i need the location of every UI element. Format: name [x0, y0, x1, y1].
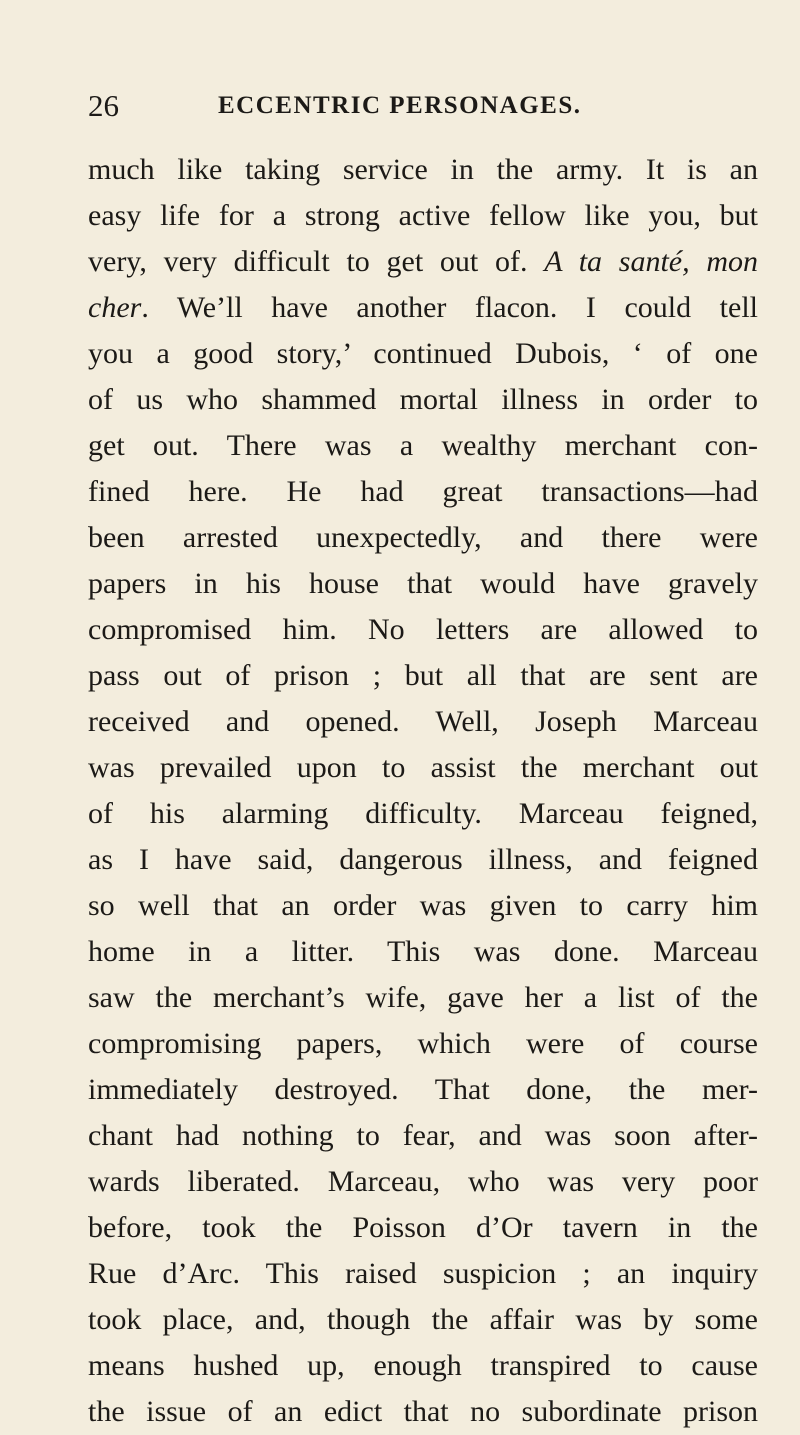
text-line: chant had nothing to fear, and was soon after- — [88, 1119, 758, 1152]
text-line: of his alarming difficulty. Marceau feigned, — [88, 797, 758, 830]
text-line: means hushed up, enough transpired to cause — [88, 1349, 758, 1382]
text-line: received and opened. Well, Joseph Marceau — [88, 705, 758, 738]
text-line: was prevailed upon to assist the merchant out — [88, 751, 758, 784]
text-line: of us who shammed mortal illness in order to — [88, 383, 758, 416]
running-head — [88, 86, 760, 126]
italic-phrase: A ta santé, mon — [544, 245, 758, 278]
text-line: cher. We’ll have another flacon. I could tell — [88, 291, 758, 324]
text-line: wards liberated. Marceau, who was very poor — [88, 1165, 758, 1198]
text-line: home in a litter. This was done. Marceau — [88, 935, 758, 968]
text-line: Rue d’Arc. This raised suspicion ; an inquiry — [88, 1257, 758, 1290]
text-line: compromising papers, which were of course — [88, 1027, 758, 1060]
text-line: much like taking service in the army. It is an — [88, 153, 758, 186]
text-line: as I have said, dangerous illness, and feigned — [88, 843, 758, 876]
text-line: took place, and, though the affair was by some — [88, 1303, 758, 1336]
text-line: easy life for a strong active fellow like you, but — [88, 199, 758, 232]
text-line: very, very difficult to get out of. A ta santé, mon — [88, 245, 758, 278]
text-line: immediately destroyed. That done, the mer- — [88, 1073, 758, 1106]
text-line: pass out of prison ; but all that are sent are — [88, 659, 758, 692]
body-text — [88, 147, 758, 1435]
text-line: you a good story,’ continued Dubois, ‘ of one — [88, 337, 758, 370]
running-title: ECCENTRIC PERSONAGES. — [218, 92, 582, 119]
text-line: compromised him. No letters are allowed to — [88, 613, 758, 646]
text-line: the issue of an edict that no subordinate prison — [88, 1395, 758, 1428]
text-line: before, took the Poisson d’Or tavern in the — [88, 1211, 758, 1244]
text-line: so well that an order was given to carry him — [88, 889, 758, 922]
text-line: fined here. He had great transactions—had — [88, 475, 758, 508]
text-line: papers in his house that would have gravely — [88, 567, 758, 600]
page-number: 26 — [88, 88, 119, 123]
text-line: get out. There was a wealthy merchant con- — [88, 429, 758, 462]
text-line: been arrested unexpectedly, and there were — [88, 521, 758, 554]
text-line: saw the merchant’s wife, gave her a list of the — [88, 981, 758, 1014]
italic-phrase: cher — [88, 291, 142, 324]
